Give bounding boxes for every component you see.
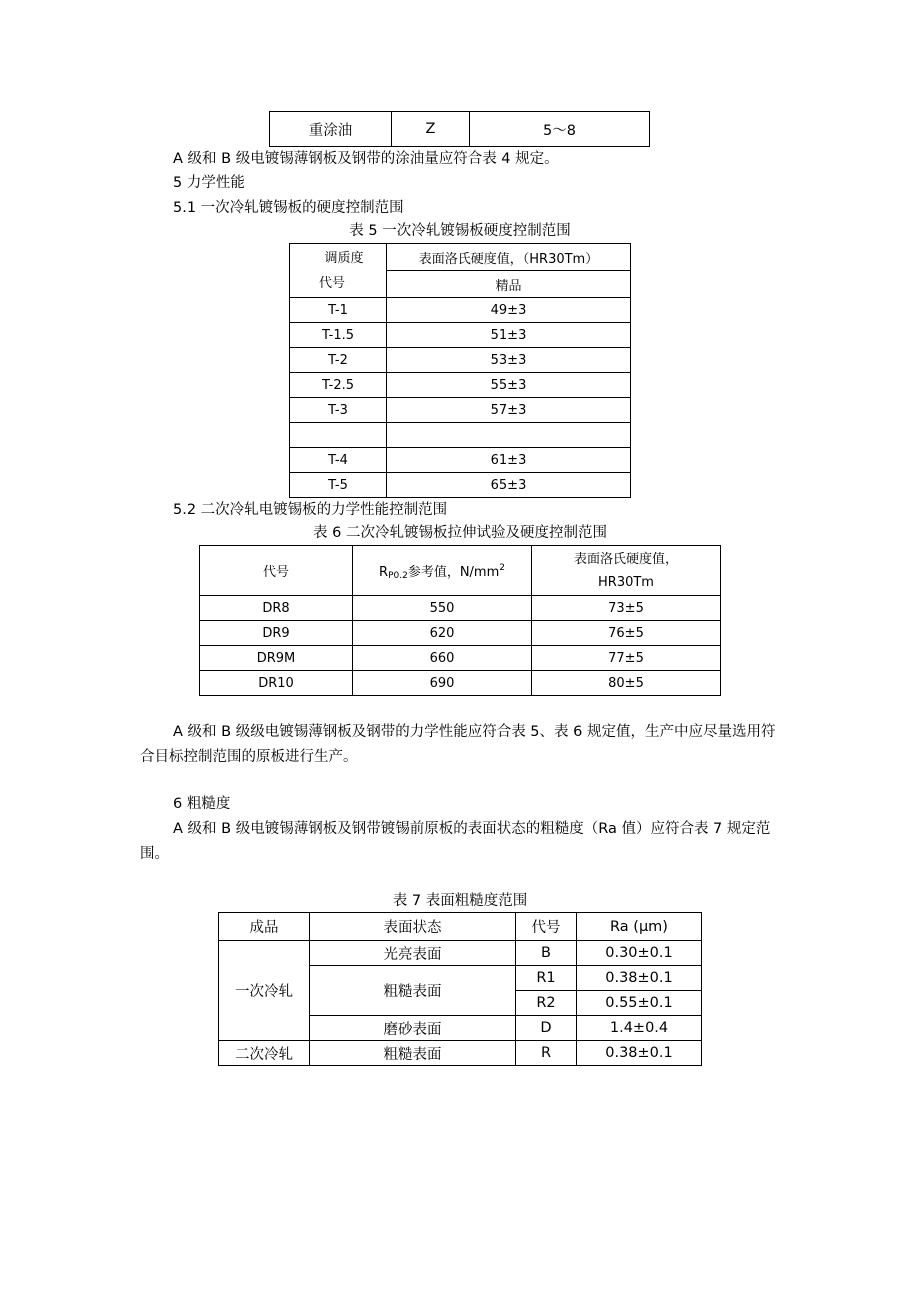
table7-ra-cell: 1.4±0.4 — [577, 1016, 702, 1041]
mechanical-paragraph: A 级和 B 级级电镀锡薄钢板及钢带的力学性能应符合表 5、表 6 规定值，生产中应尽量选用符合目标控制范围的原板进行生产。 — [140, 724, 776, 765]
table7-header-ra: Ra (μm) — [577, 913, 702, 941]
table5-code-cell: T-1 — [290, 298, 387, 323]
table6-rp-cell: 660 — [353, 646, 532, 671]
table6-rp-cell: 620 — [353, 621, 532, 646]
rp-superscript: 2 — [499, 562, 505, 573]
rp-label: 参考值，N/mm — [407, 564, 500, 580]
table7-surface-cell: 粗糙表面 — [310, 1041, 516, 1066]
table6-header-hardness — [532, 546, 721, 596]
table-row — [219, 1041, 702, 1066]
table7-product-first: 一次冷轧 — [219, 941, 310, 1041]
table-row — [200, 621, 721, 646]
table6-header-hardness-line1: 表面洛氏硬度值， — [573, 551, 678, 567]
table7-surface-cell: 粗糙表面 — [310, 966, 516, 1016]
oil-paragraph: A 级和 B 级电镀锡薄钢板及钢带的涂油量应符合表 4 规定。 — [173, 151, 559, 167]
table6 — [199, 545, 721, 696]
oil-value-cell: 5～8 — [470, 112, 650, 147]
section-5-1-heading: 5.1 一次冷轧镀锡板的硬度控制范围 — [173, 200, 404, 216]
table6-hard-cell: 77±5 — [532, 646, 721, 671]
rp-subscript: P0.2 — [388, 570, 408, 581]
table5-value-cell: 61±3 — [387, 448, 631, 473]
section-5-heading: 5 力学性能 — [173, 175, 245, 191]
table-row — [200, 671, 721, 696]
table7-product-second: 二次冷轧 — [219, 1041, 310, 1066]
table5-code-cell: T-2.5 — [290, 373, 387, 398]
table-row — [290, 373, 631, 398]
table-row — [290, 298, 631, 323]
table-row — [200, 646, 721, 671]
table6-header-code: 代号 — [200, 546, 353, 596]
table7-code-cell: R — [516, 1041, 577, 1066]
table5-value-cell: 57±3 — [387, 398, 631, 423]
table5-value-cell: 49±3 — [387, 298, 631, 323]
table-row — [219, 913, 702, 941]
table5-header-code-line2: 代号 — [318, 275, 345, 291]
table6-rp-cell: 550 — [353, 596, 532, 621]
table6-rp-cell: 690 — [353, 671, 532, 696]
table5-value-cell: 65±3 — [387, 473, 631, 498]
table7-surface-cell: 磨砂表面 — [310, 1016, 516, 1041]
section-5-2-heading: 5.2 二次冷轧电镀锡板的力学性能控制范围 — [173, 502, 448, 518]
table6-hard-cell: 80±5 — [532, 671, 721, 696]
table-row — [290, 244, 631, 271]
table5 — [289, 243, 631, 498]
table6-code-cell: DR8 — [200, 596, 353, 621]
table7 — [218, 912, 702, 1066]
table5-header-hardness: 表面洛氏硬度值，（HR30Tm） — [387, 244, 631, 271]
table-row — [290, 398, 631, 423]
table7-header-code: 代号 — [516, 913, 577, 941]
table7-header-surface: 表面状态 — [310, 913, 516, 941]
table7-code-cell: D — [516, 1016, 577, 1041]
table5-value-cell: 55±3 — [387, 373, 631, 398]
table5-code-cell — [290, 423, 387, 448]
oil-name-cell: 重涂油 — [270, 112, 392, 147]
table-row — [290, 348, 631, 373]
section-6-heading: 6 粗糙度 — [173, 796, 231, 812]
oil-code-cell: Z — [392, 112, 470, 147]
table-row — [200, 546, 721, 596]
roughness-paragraph: A 级和 B 级电镀锡薄钢板及钢带镀锡前原板的表面状态的粗糙度（Ra 值）应符合表 7 规定范围。 — [140, 821, 771, 862]
table5-header-grade: 精品 — [387, 271, 631, 298]
table7-code-cell: B — [516, 941, 577, 966]
table7-ra-cell: 0.38±0.1 — [577, 1041, 702, 1066]
table-row — [219, 941, 702, 966]
table5-header-code — [290, 244, 387, 298]
table6-code-cell: DR9 — [200, 621, 353, 646]
table5-code-cell: T-5 — [290, 473, 387, 498]
table6-header-hardness-line2: HR30Tm — [598, 574, 654, 590]
table7-code-cell: R2 — [516, 991, 577, 1016]
table-row — [290, 448, 631, 473]
oil-table — [269, 111, 650, 147]
table6-code-cell: DR9M — [200, 646, 353, 671]
table5-code-cell: T-3 — [290, 398, 387, 423]
table-row — [290, 323, 631, 348]
table7-ra-cell: 0.38±0.1 — [577, 966, 702, 991]
table7-surface-cell: 光亮表面 — [310, 941, 516, 966]
table5-code-cell: T-4 — [290, 448, 387, 473]
table7-caption: 表 7 表面粗糙度范围 — [392, 893, 528, 909]
table-row — [200, 596, 721, 621]
table7-header-product: 成品 — [219, 913, 310, 941]
table6-header-rp — [353, 546, 532, 596]
table5-value-cell: 51±3 — [387, 323, 631, 348]
table7-ra-cell: 0.55±0.1 — [577, 991, 702, 1016]
rp-symbol: R — [379, 564, 389, 580]
table-row — [270, 112, 650, 147]
table6-hard-cell: 76±5 — [532, 621, 721, 646]
table7-ra-cell: 0.30±0.1 — [577, 941, 702, 966]
table-row — [290, 423, 631, 448]
table5-code-cell: T-2 — [290, 348, 387, 373]
table6-caption: 表 6 二次冷轧镀锡板拉伸试验及硬度控制范围 — [313, 525, 607, 541]
table5-caption: 表 5 一次冷轧镀锡板硬度控制范围 — [349, 223, 571, 239]
table7-code-cell: R1 — [516, 966, 577, 991]
table6-hard-cell: 73±5 — [532, 596, 721, 621]
table5-header-code-line1: 调质度 — [324, 250, 364, 266]
table5-code-cell: T-1.5 — [290, 323, 387, 348]
table6-code-cell: DR10 — [200, 671, 353, 696]
table-row — [290, 473, 631, 498]
table5-value-cell: 53±3 — [387, 348, 631, 373]
table5-value-cell — [387, 423, 631, 448]
